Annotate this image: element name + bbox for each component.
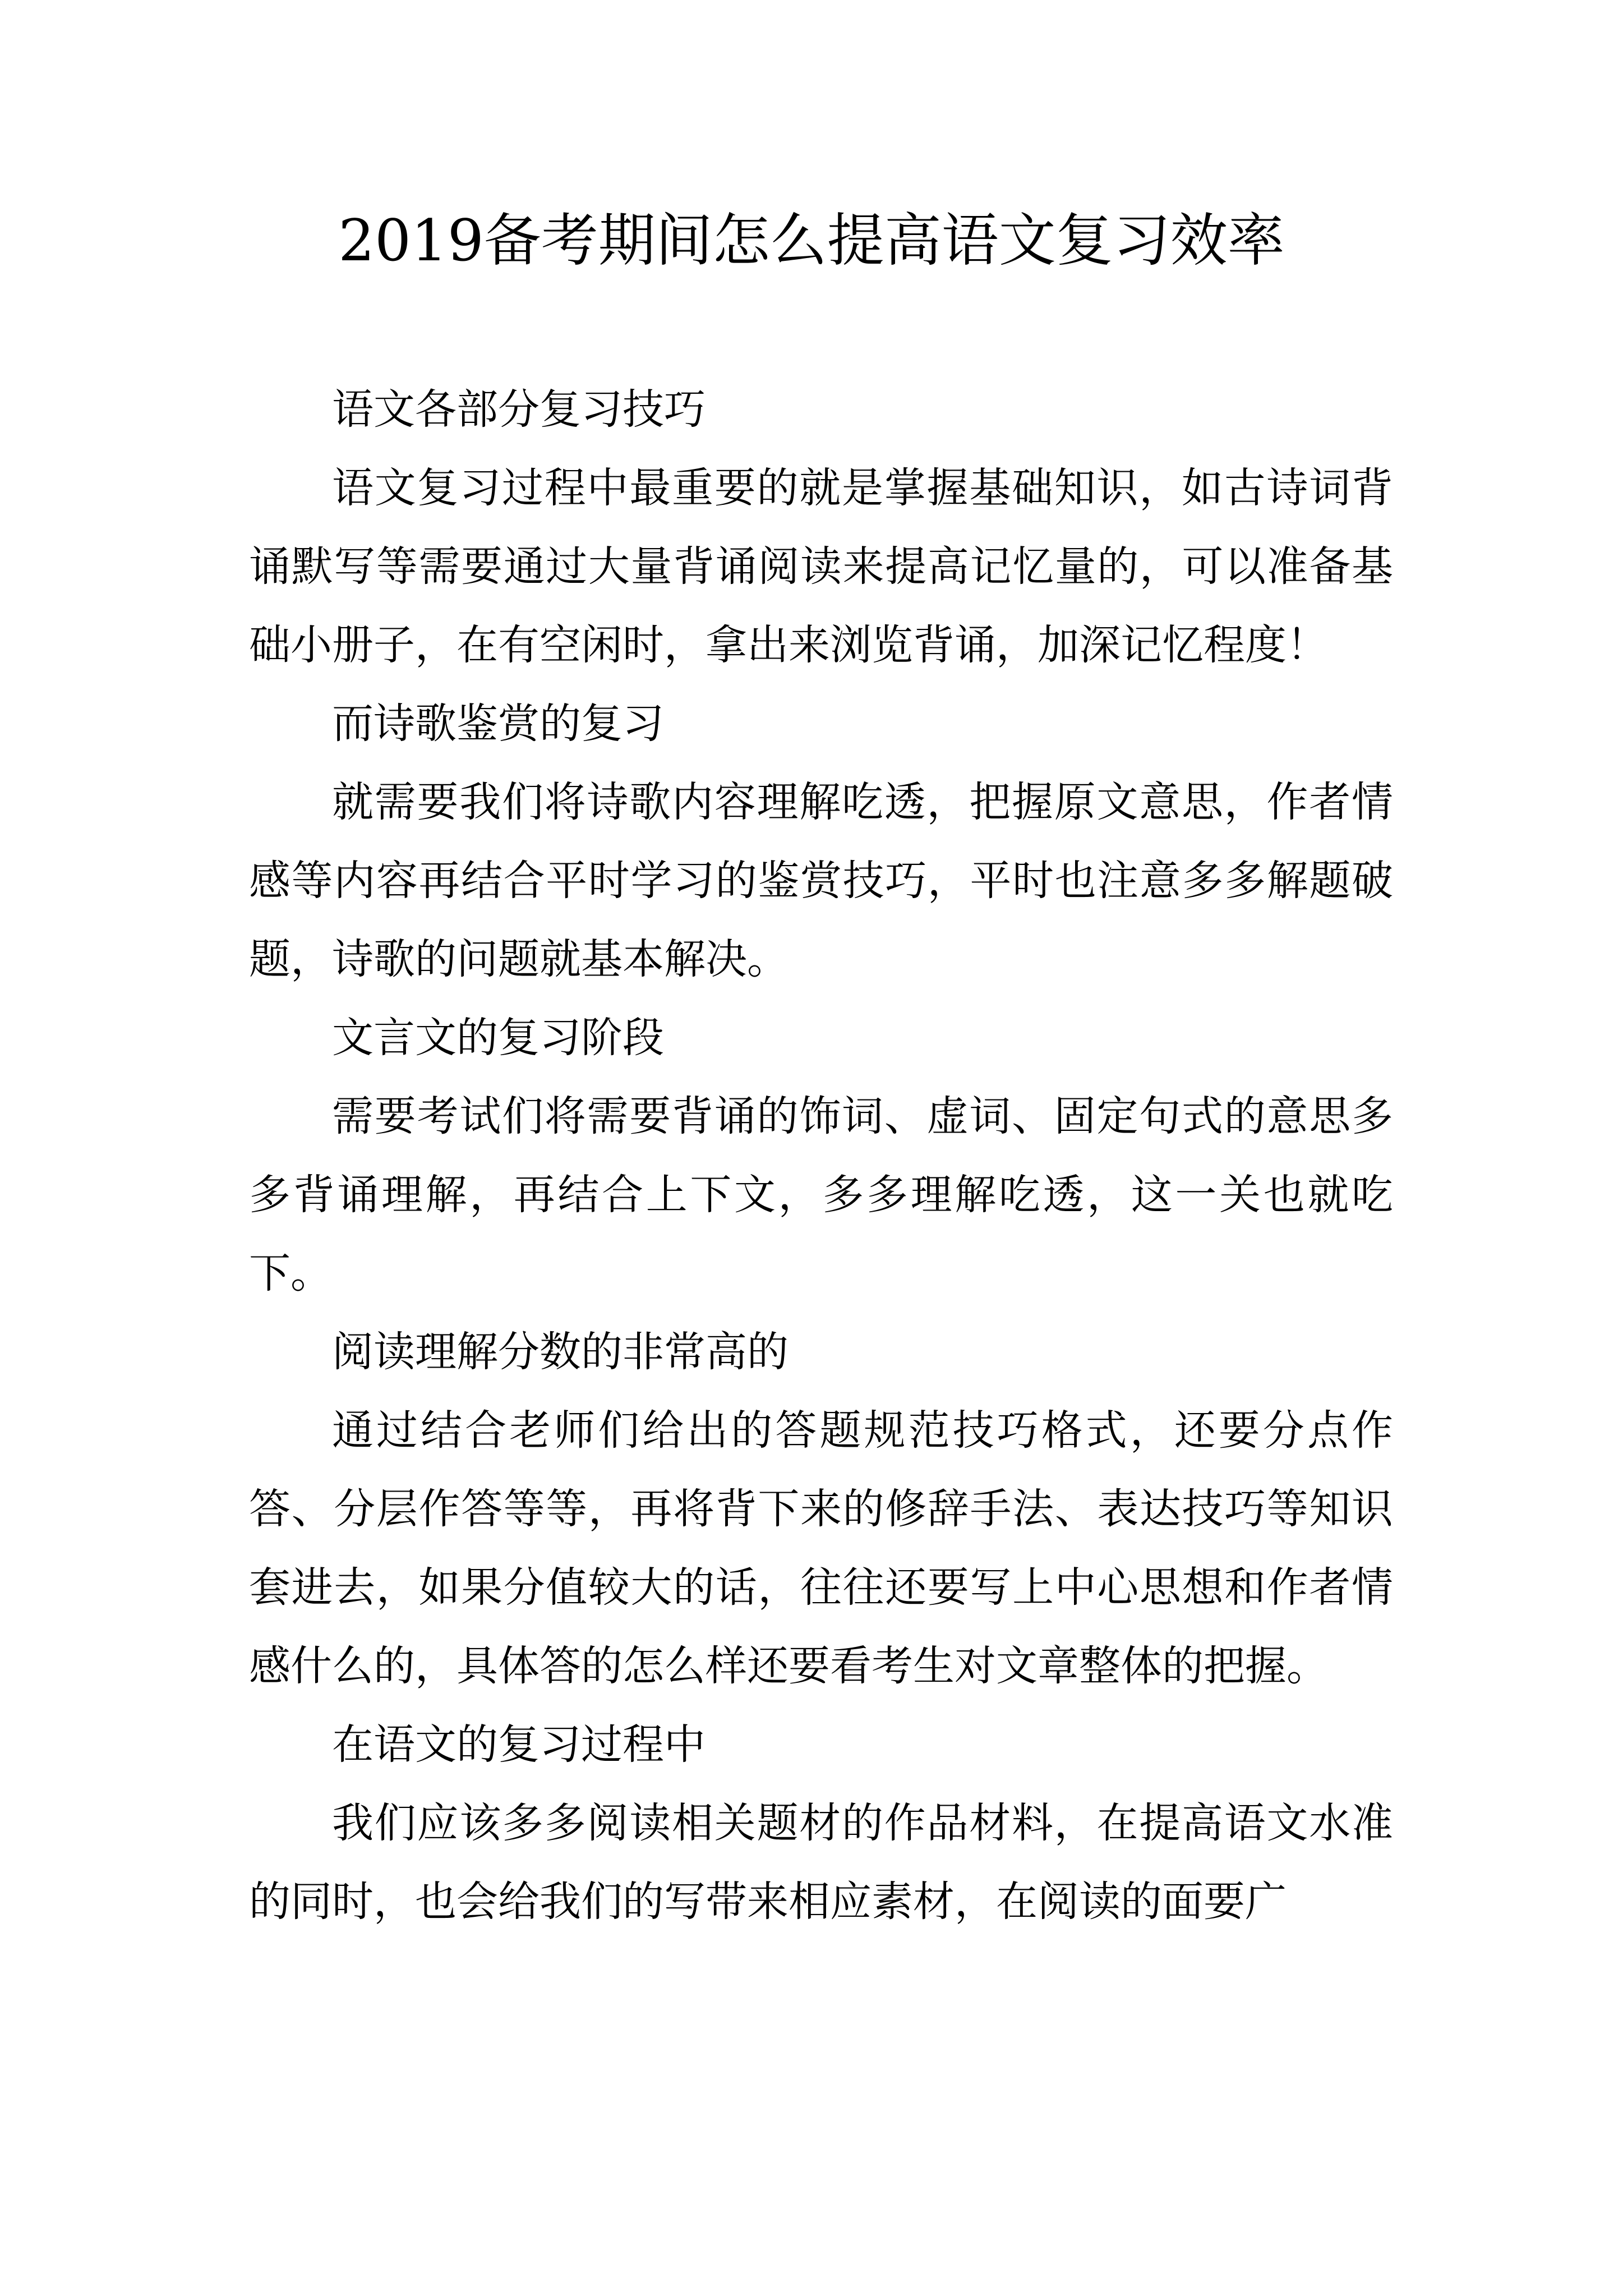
section-heading-review-skills: 语文各部分复习技巧 [332,385,706,434]
section-heading-reading: 阅读理解分数的非常高的 [332,1328,789,1376]
paragraph-review-process: 我们应该多多阅读相关题材的作品材料，在提高语文水准的同时，也会给我们的写带来相应素材，在阅读的面要广 [249,1799,1393,1926]
paragraph-basic-knowledge: 语文复习过程中最重要的就是掌握基础知识，如古诗词背诵默写等需要通过大量背诵阅读来提高记忆量的，可以准备基础小册子，在有空闲时，拿出来浏览背诵，加深记忆程度！ [249,464,1393,669]
paragraph-poetry: 就需要我们将诗歌内容理解吃透，把握原文意思，作者情感等内容再结合平时学习的鉴赏技巧，平时也注意多多解题破题，诗歌的问题就基本解决。 [249,778,1393,983]
paragraph-classical-chinese: 需要考试们将需要背诵的饰词、虚词、固定句式的意思多多背诵理解，再结合上下文，多多理解吃透，这一关也就吃下。 [249,1092,1393,1297]
section-heading-classical-chinese: 文言文的复习阶段 [332,1014,664,1062]
paragraph-reading: 通过结合老师们给出的答题规范技巧格式，还要分点作答、分层作答等等，再将背下来的修辞手法、表达技巧等知识套进去，如果分值较大的话，往往还要写上中心思想和作者情感什么的，具体答的怎么样还要看考生对文章整体的把握。 [249,1406,1393,1690]
section-heading-poetry: 而诗歌鉴赏的复习 [332,700,664,748]
document-body [249,370,1393,1941]
section-heading-review-process: 在语文的复习过程中 [332,1720,706,1769]
document-title: 2019备考期间怎么提高语文复习效率 [338,208,1285,274]
